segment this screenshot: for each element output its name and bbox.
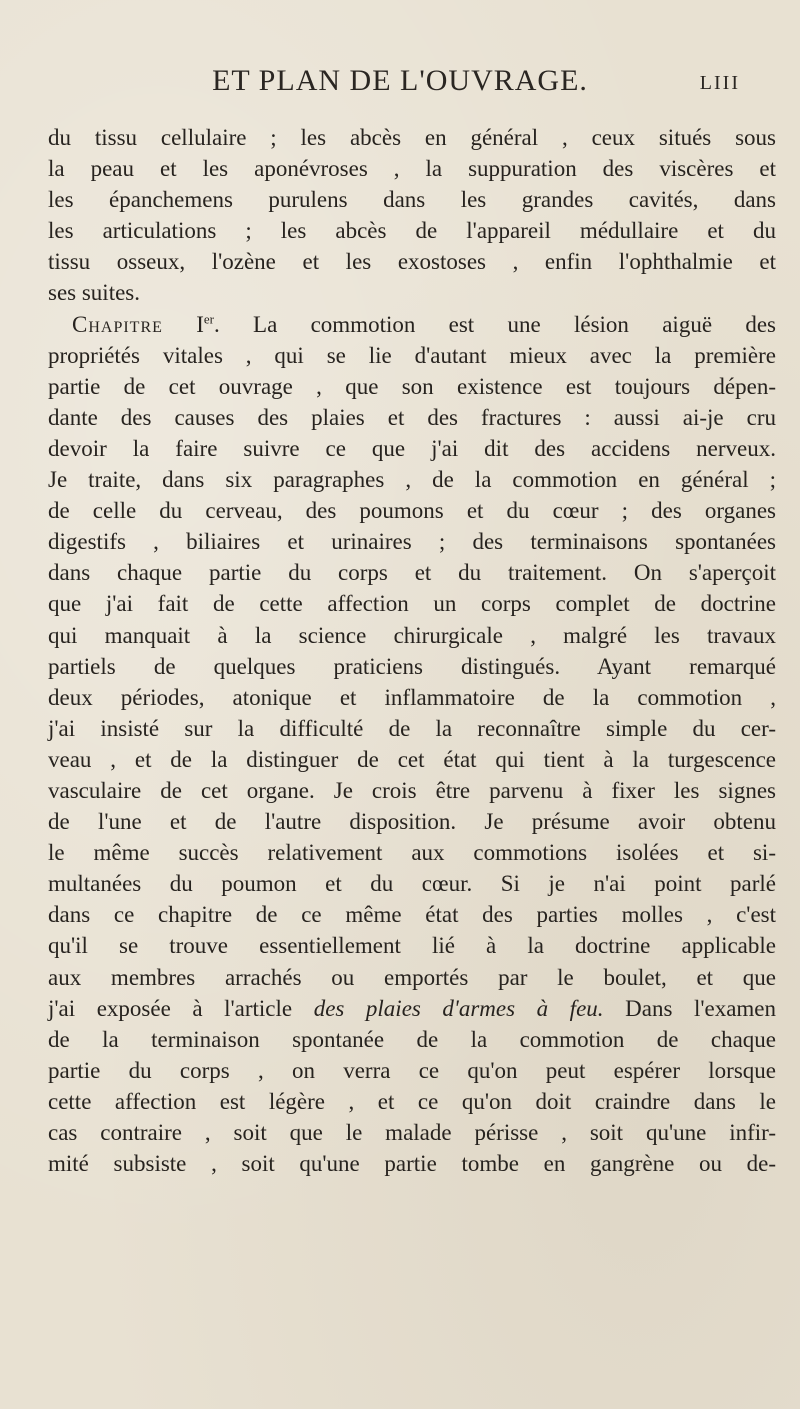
text-line: que j'ai fait de cette affection un corps complet de doctrine — [48, 591, 776, 617]
text-line: de la terminaison spontanée de la commotion de chaque — [48, 1026, 776, 1052]
text-segment: Dans l'examen — [625, 995, 777, 1021]
text-line: dans chaque partie du corps et du traitement. On s'aperçoit — [48, 560, 776, 586]
running-title: ET PLAN DE L'OUVRAGE. — [212, 64, 588, 97]
chapter-label: Chapitre — [72, 311, 163, 337]
text-line: du tissu cellulaire ; les abcès en général , ceux situés sous — [48, 125, 776, 150]
text-line: multanées du poumon et du cœur. Si je n'ai point parlé — [48, 871, 776, 897]
text-segment: j'ai exposée à l'article — [48, 995, 293, 1021]
text-line: le même succès relativement aux commotions isolées et si- — [48, 840, 776, 866]
text-line: partie de cet ouvrage , que son existence est toujours dépen- — [48, 373, 776, 399]
text-line: ses suites. — [48, 280, 140, 306]
text-line: devoir la faire suivre ce que j'ai dit des accidens nerveux. — [48, 435, 776, 461]
page-header — [0, 64, 800, 104]
text-line: tissu osseux, l'ozène et les exostoses , enfin l'ophthalmie et — [48, 249, 776, 275]
text-line: dante des causes des plaies et des fractures : aussi ai-je cru — [48, 404, 776, 430]
text-line: partiels de quelques praticiens distingués. Ayant remarqué — [48, 653, 776, 679]
text-line: qui manquait à la science chirurgicale , malgré les travaux — [48, 622, 776, 648]
text-line: Je traite, dans six paragraphes , de la commotion en général ; — [48, 467, 776, 493]
text-line: digestifs , biliaires et urinaires ; des terminaisons spontanées — [48, 529, 776, 555]
text-line: deux périodes, atonique et inflammatoire de la commotion , — [48, 684, 776, 710]
text-line: cas contraire , soit que le malade périsse , soit qu'une infir- — [48, 1120, 776, 1145]
text-line: propriétés vitales , qui se lie d'autant mieux avec la première — [48, 342, 776, 368]
text-line: veau , et de la distinguer de cet état qui tient à la turgescence — [48, 746, 776, 772]
text-line: partie du corps , on verra ce qu'on peut espérer lorsque — [48, 1057, 776, 1083]
text-line: de l'une et de l'autre disposition. Je présume avoir obtenu — [48, 809, 776, 835]
chapter-first-line: . La commotion est une lésion aiguë des — [213, 311, 776, 337]
chapter-heading-line — [48, 309, 776, 340]
italic-title: des plaies d'armes à feu. — [313, 995, 604, 1021]
text-line: qu'il se trouve essentiellement lié à la doctrine applicable — [48, 933, 776, 959]
body-text — [48, 122, 776, 1179]
page-number: LIII — [699, 72, 740, 94]
chapter-number-sup: er — [203, 310, 214, 326]
text-line: aux membres arrachés ou emportés par le boulet, et que — [48, 964, 776, 990]
text-line: cette affection est légère , et ce qu'on doit craindre dans le — [48, 1088, 776, 1114]
text-line: j'ai insisté sur la difficulté de la reconnaître simple du cer- — [48, 715, 776, 741]
chapter-number: I — [196, 311, 204, 337]
text-line: dans ce chapitre de ce même état des parties molles , c'est — [48, 902, 776, 928]
text-line: la peau et les aponévroses , la suppuration des viscères et — [48, 156, 776, 182]
text-line: vasculaire de cet organe. Je crois être parvenu à fixer les signes — [48, 777, 776, 803]
text-line-with-italic — [48, 993, 776, 1024]
text-line: de celle du cerveau, des poumons et du cœur ; des organes — [48, 498, 776, 524]
text-line: les articulations ; les abcès de l'appareil médullaire et du — [48, 218, 776, 244]
text-line: les épanchemens purulens dans les grandes cavités, dans — [48, 187, 776, 213]
text-line: mité subsiste , soit qu'une partie tombe en gangrène ou de- — [48, 1151, 776, 1177]
